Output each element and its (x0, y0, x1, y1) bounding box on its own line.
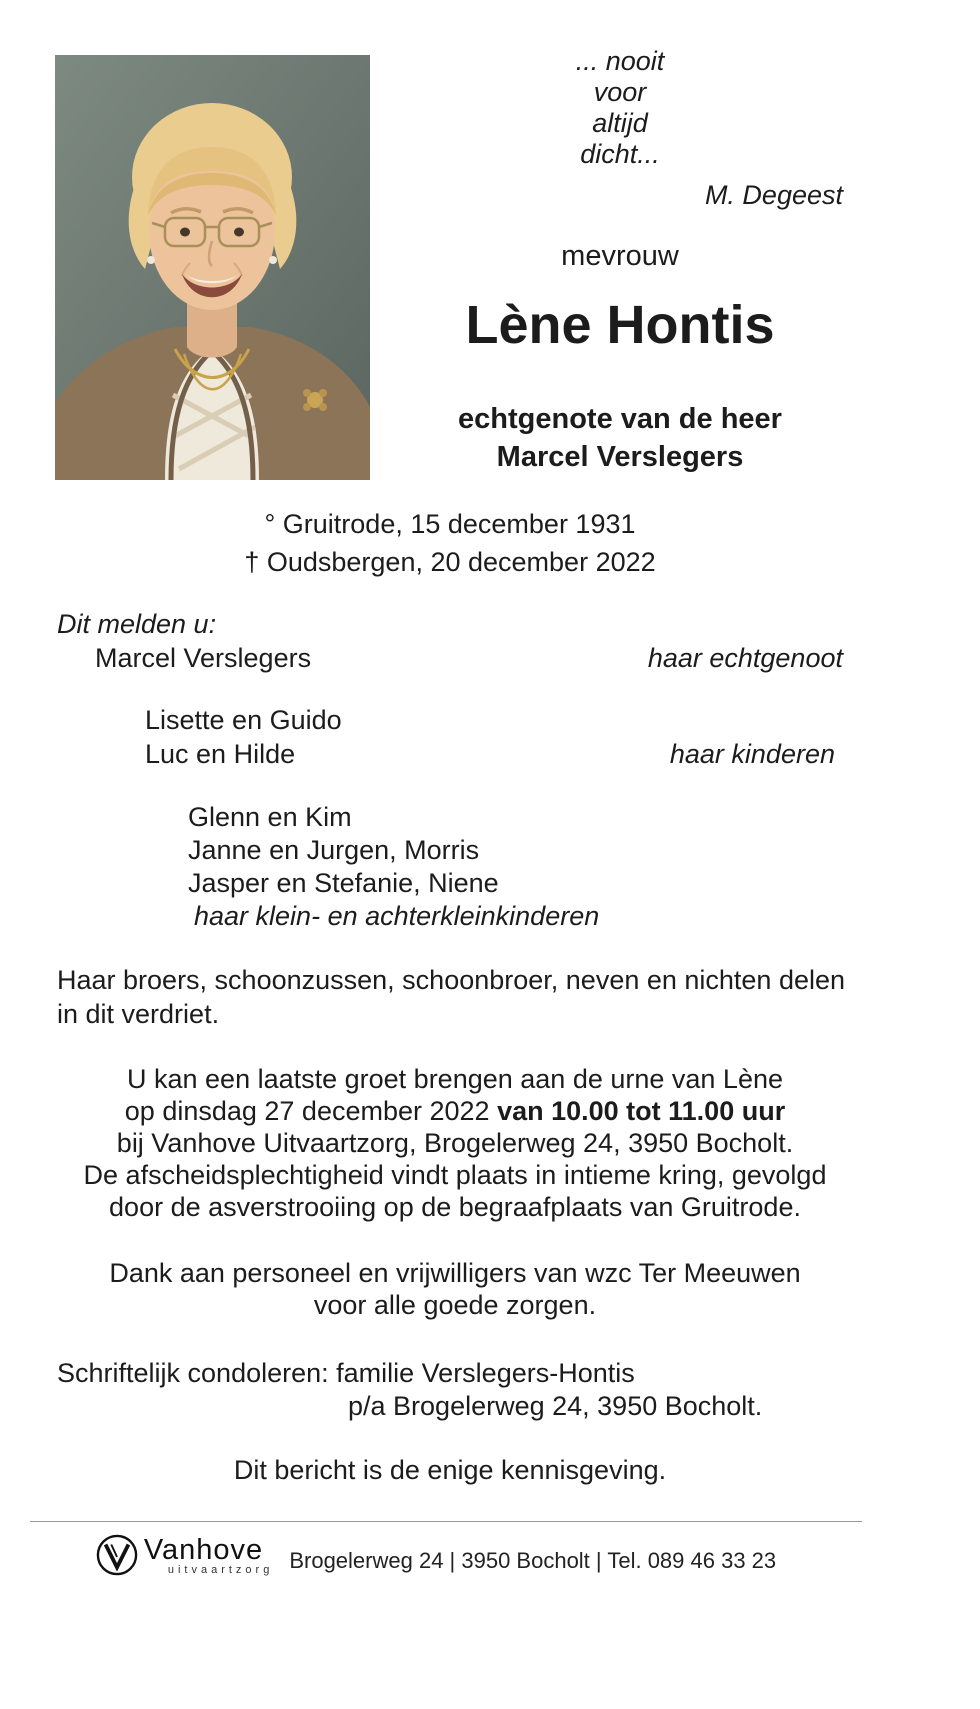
spouse-relation: haar echtgenoot (647, 643, 843, 673)
thanks-line: voor alle goede zorgen. (313, 1290, 597, 1320)
grandchild-line: Janne en Jurgen, Morris (188, 835, 480, 865)
grandchild-line: Jasper en Stefanie, Niene (188, 868, 499, 898)
ceremony-line: U kan een laatste groet brengen aan de urne van Lène (127, 1064, 783, 1094)
birth-death-dates (0, 505, 900, 581)
thanks-block (0, 1257, 910, 1321)
child-line: Lisette en Guido (145, 705, 342, 735)
grandchildren-relation: haar klein- en achterkleinkinderen (194, 901, 600, 931)
spouse-name: Marcel Verslegers (95, 643, 312, 673)
poem-author: M. Degeest (704, 180, 843, 210)
vanhove-logo-icon (96, 1534, 138, 1576)
deceased-name: Lène Hontis (465, 295, 775, 355)
condolences-block (57, 1357, 980, 1423)
ceremony-line: door de asverstrooiing op de begraafplaats van Gruitrode. (109, 1192, 801, 1222)
family-note: Haar broers, schoonzussen, schoonbroer, neven en nichten delen in dit verdriet. (57, 965, 846, 1029)
child-line: Luc en Hilde (145, 739, 296, 769)
condolences-address: p/a Brogelerweg 24, 3950 Bocholt. (348, 1391, 763, 1421)
ceremony-line: bij Vanhove Uitvaartzorg, Brogelerweg 24, 3950 Bocholt. (116, 1128, 794, 1158)
salutation: mevrouw (561, 240, 679, 272)
relation-line: Marcel Verslegers (496, 441, 744, 473)
footer-address: Brogelerweg 24 | 3950 Bocholt | Tel. 089 46 33 23 (289, 1548, 777, 1573)
thanks-line: Dank aan personeel en vrijwilligers van wzc Ter Meeuwen (109, 1258, 801, 1288)
poem-line: altijd (592, 108, 648, 138)
death-date: † Oudsbergen, 20 december 2022 (244, 547, 656, 577)
ceremony-block (0, 1063, 910, 1223)
grandchild-line: Glenn en Kim (188, 802, 352, 832)
brand-subtitle: uitvaartzorg (167, 1564, 274, 1576)
ceremony-line (0, 1095, 910, 1127)
poem (440, 46, 800, 170)
relation-block (380, 400, 860, 476)
single-notice: Dit bericht is de enige kennisgeving. (233, 1455, 667, 1485)
portrait-illustration (55, 55, 370, 480)
ceremony-time: van 10.00 tot 11.00 uur (497, 1096, 786, 1126)
spouse-row (95, 641, 843, 675)
footer-divider (30, 1521, 862, 1522)
brand-name: Vanhove (143, 1534, 264, 1566)
poem-line: ... nooit (575, 46, 665, 76)
relation-line: echtgenote van de heer (458, 403, 782, 435)
footer (0, 1534, 926, 1576)
children-block (145, 703, 835, 771)
main-content (0, 505, 980, 1576)
ceremony-line: De afscheidsplechtigheid vindt plaats in intieme kring, gevolgd (83, 1160, 827, 1190)
ceremony-date: op dinsdag 27 december 2022 (124, 1096, 498, 1126)
children-relation: haar kinderen (669, 739, 835, 769)
condolences-line: Schriftelijk condoleren: familie Verslegers-Hontis (57, 1358, 635, 1388)
grandchildren-block (188, 801, 980, 933)
poem-line: dicht... (580, 139, 660, 169)
funeral-home-brand (96, 1534, 273, 1576)
brand-text (144, 1534, 273, 1576)
birth-date: ° Gruitrode, 15 december 1931 (264, 509, 636, 539)
portrait-photo (55, 55, 370, 480)
poem-line: voor (593, 77, 647, 107)
announcement-intro: Dit melden u: (57, 609, 217, 639)
